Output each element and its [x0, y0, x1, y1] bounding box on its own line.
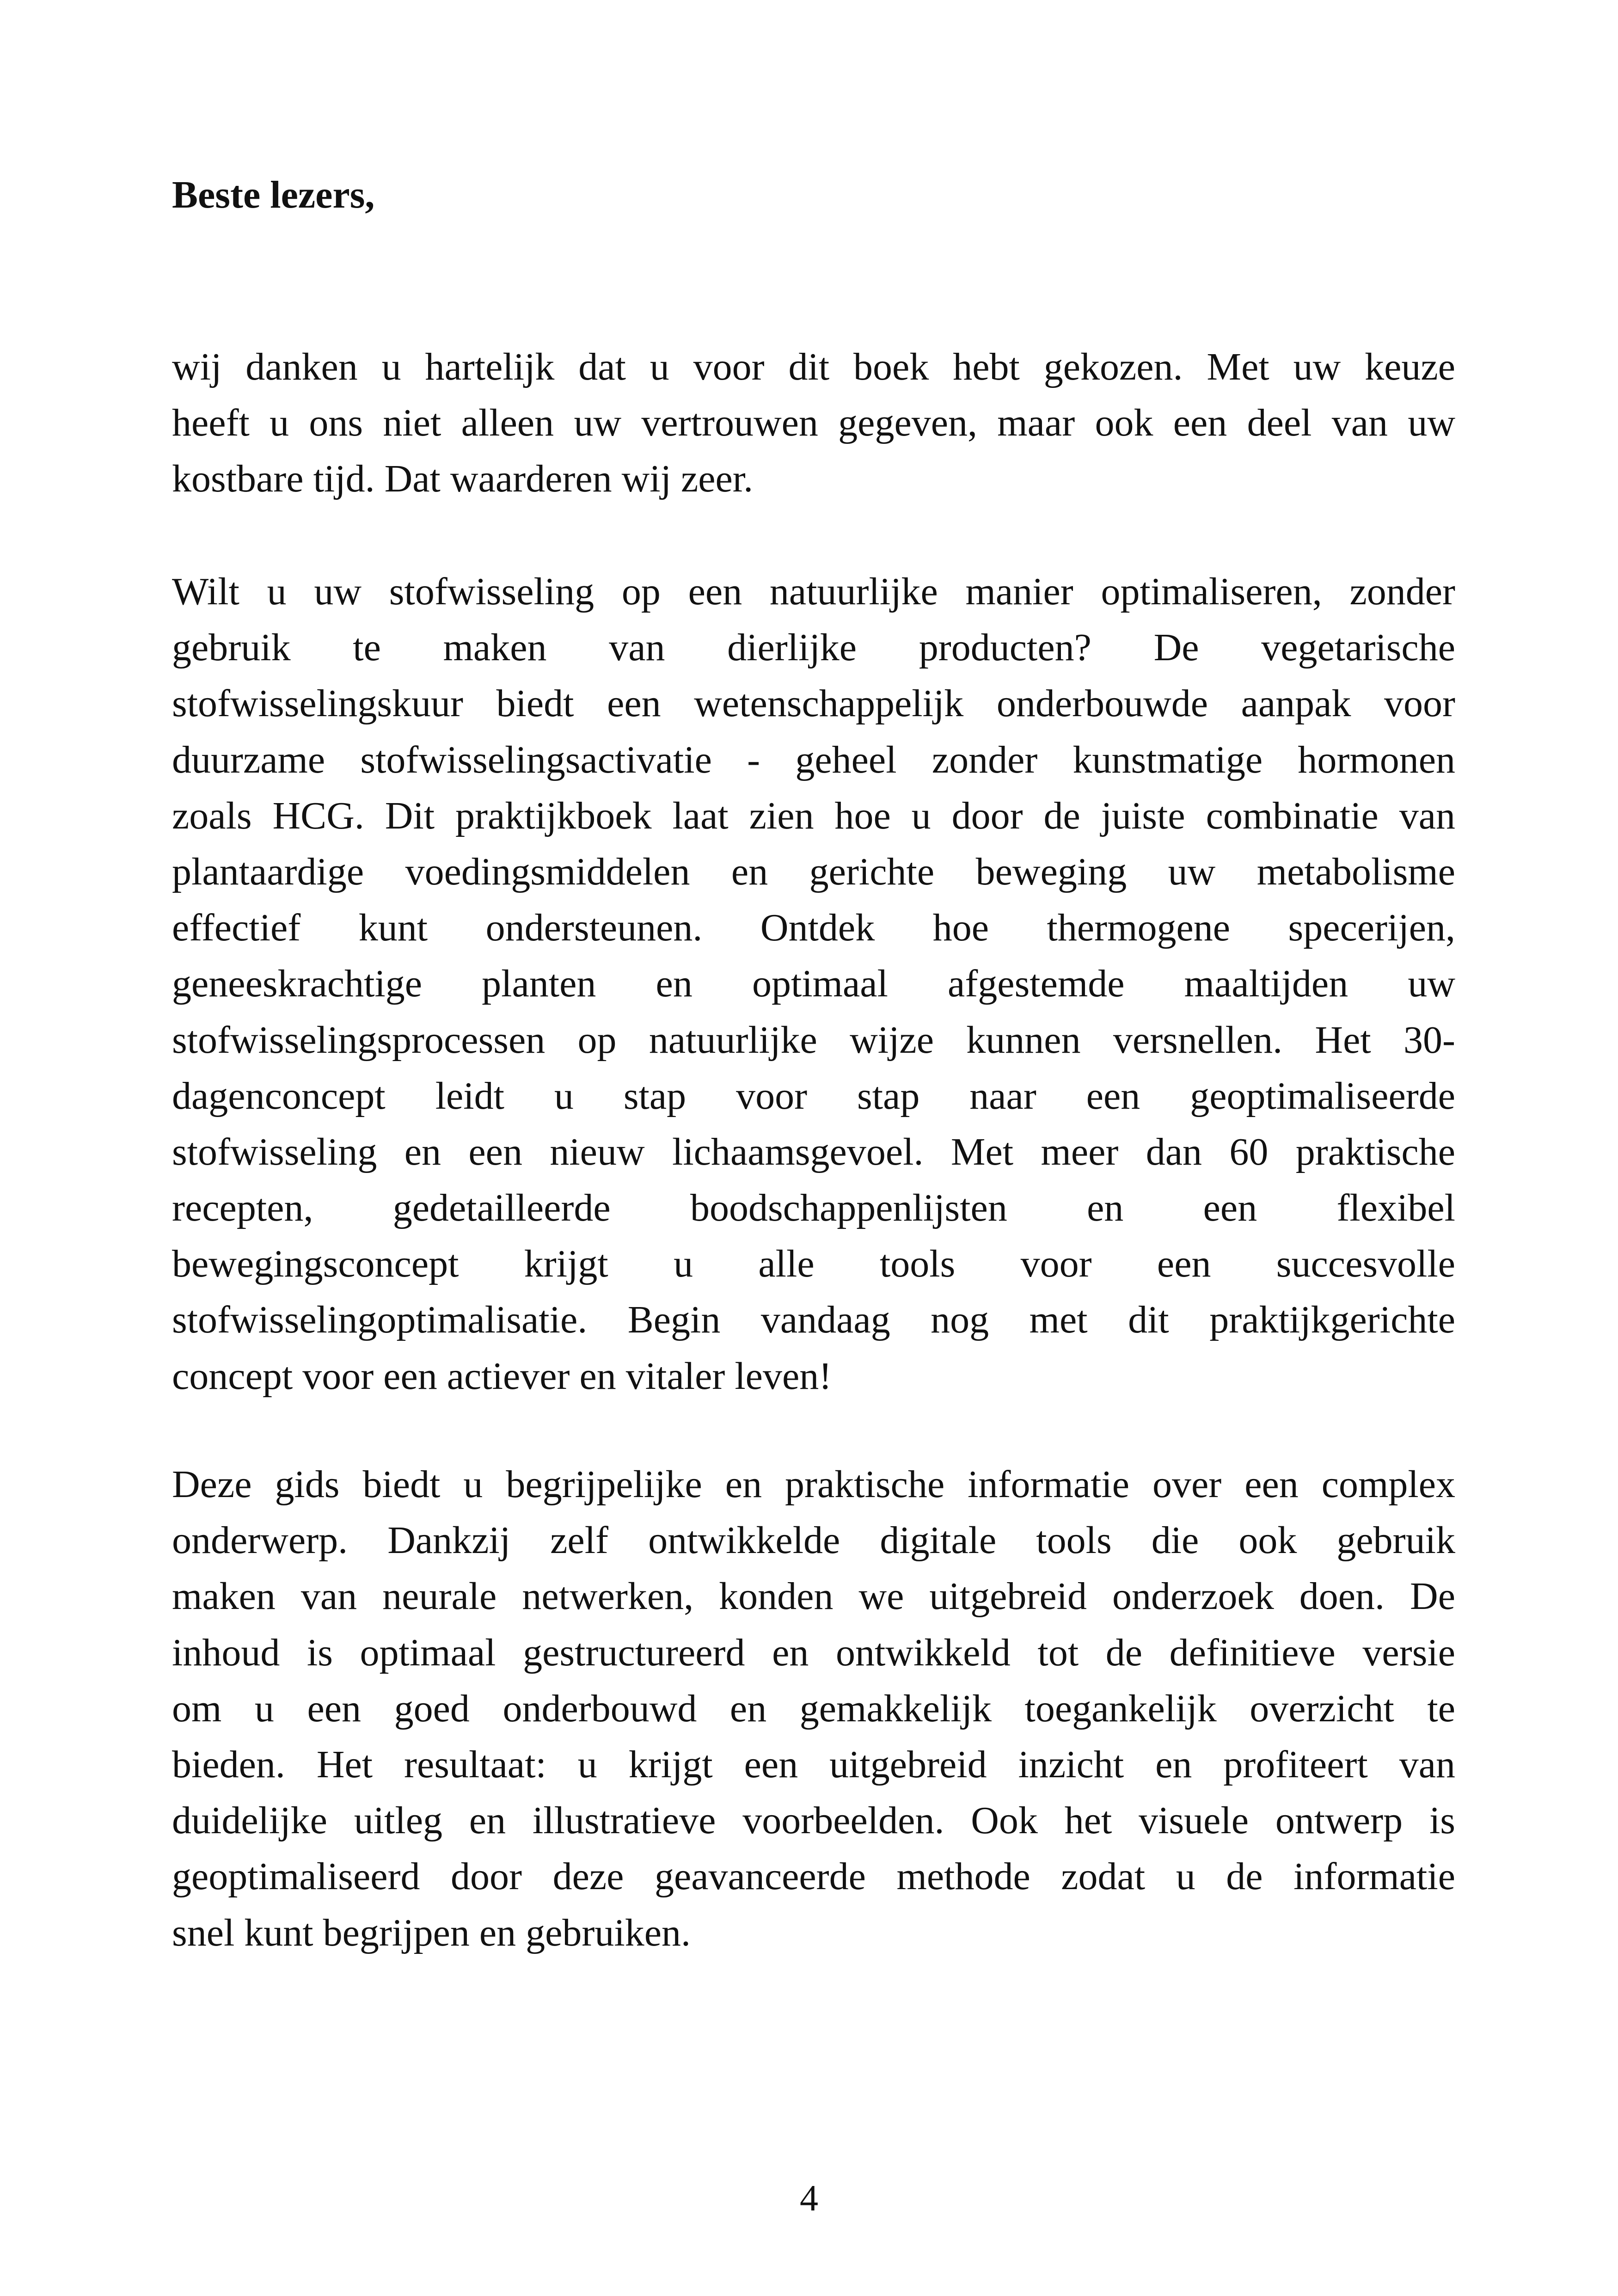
text-line: bewegingsconcept krijgt u alle tools voor een succesvolle — [172, 1242, 1455, 1286]
text-line: geoptimaliseerd door deze geavanceerde methode zodat u de informatie — [172, 1855, 1455, 1898]
text-line: maken van neurale netwerken, konden we uitgebreid onderzoek doen. De — [172, 1575, 1455, 1618]
paragraph-guide-info — [172, 1456, 1455, 1961]
text-line: stofwisselingoptimalisatie. Begin vandaag nog met dit praktijkgerichte — [172, 1298, 1455, 1342]
paragraph-book-description — [172, 564, 1455, 1404]
text-line: concept voor een actiever en vitaler leven! — [172, 1354, 832, 1398]
text-line: kostbare tijd. Dat waarderen wij zeer. — [172, 457, 754, 501]
text-line: duurzame stofwisselingsactivatie - geheel zonder kunstmatige hormonen — [172, 738, 1455, 781]
text-line: geneeskrachtige planten en optimaal afgestemde maaltijden uw — [172, 962, 1455, 1006]
text-line: Deze gids biedt u begrijpelijke en praktische informatie over een complex — [172, 1463, 1455, 1506]
text-line: onderwerp. Dankzij zelf ontwikkelde digitale tools die ook gebruik — [172, 1519, 1455, 1562]
paragraph-thanks — [172, 339, 1455, 507]
text-line: duidelijke uitleg en illustratieve voorbeelden. Ook het visuele ontwerp is — [172, 1799, 1455, 1842]
text-line: om u een goed onderbouwd en gemakkelijk toegankelijk overzicht te — [172, 1687, 1455, 1730]
text-line: stofwisseling en een nieuw lichaamsgevoel. Met meer dan 60 praktische — [172, 1130, 1455, 1173]
text-line: inhoud is optimaal gestructureerd en ontwikkeld tot de definitieve versie — [172, 1631, 1455, 1674]
text-line: zoals HCG. Dit praktijkboek laat zien hoe u door de juiste combinatie van — [172, 794, 1455, 837]
text-line: dagenconcept leidt u stap voor stap naar een geoptimaliseerde — [172, 1074, 1455, 1117]
text-line: bieden. Het resultaat: u krijgt een uitgebreid inzicht en profiteert van — [172, 1743, 1455, 1786]
text-line: effectief kunt ondersteunen. Ontdek hoe thermogene specerijen, — [172, 906, 1455, 950]
text-line: stofwisselingskuur biedt een wetenschappelijk onderbouwde aanpak voor — [172, 682, 1455, 725]
text-line: recepten, gedetailleerde boodschappenlijsten en een flexibel — [172, 1186, 1455, 1230]
text-line: Wilt u uw stofwisseling op een natuurlijke manier optimaliseren, zonder — [172, 570, 1455, 613]
page-number: 4 — [800, 2178, 818, 2219]
text-line: stofwisselingsprocessen op natuurlijke wijze kunnen versnellen. Het 30- — [172, 1018, 1455, 1062]
text-line: wij danken u hartelijk dat u voor dit boek hebt gekozen. Met uw keuze — [172, 345, 1455, 388]
text-line: heeft u ons niet alleen uw vertrouwen gegeven, maar ook een deel van uw — [172, 401, 1455, 445]
text-line: plantaardige voedingsmiddelen en gerichte beweging uw metabolisme — [172, 850, 1455, 893]
text-line: snel kunt begrijpen en gebruiken. — [172, 1911, 691, 1954]
text-line: gebruik te maken van dierlijke producten? De vegetarische — [172, 626, 1455, 669]
salutation: Beste lezers, — [172, 173, 375, 216]
